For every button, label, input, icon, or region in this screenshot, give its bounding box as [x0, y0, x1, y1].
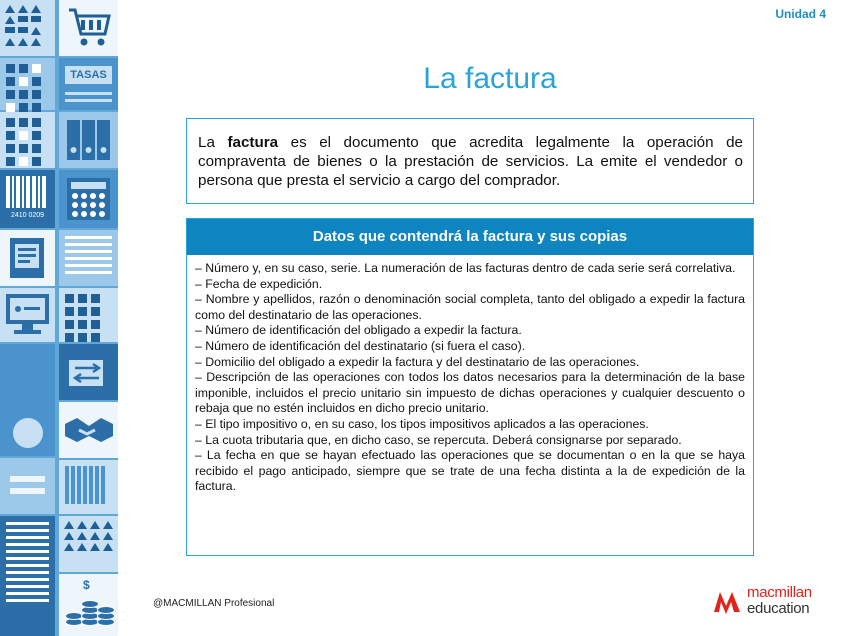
columns-pattern-tile	[59, 460, 118, 514]
dollar-sign: $	[83, 578, 90, 592]
monitor-icon	[0, 288, 55, 342]
document-icon	[0, 230, 55, 286]
coins-icon	[59, 574, 118, 636]
circle-tile	[0, 344, 55, 456]
lines-pattern-tile	[0, 516, 55, 636]
macmillan-logo	[712, 584, 832, 624]
handshake-icon	[59, 402, 118, 458]
barcode-number: 2410 0209	[10, 212, 45, 219]
list-item: – Fecha de expedición.	[195, 276, 323, 291]
logo-wordmark-line1: macmillan	[747, 584, 812, 601]
triangle-pattern-tile	[0, 0, 55, 56]
page-title: La factura	[423, 62, 557, 95]
triangle-square-pattern-tile	[59, 288, 118, 342]
list-item: – Nombre y apellidos, razón o denominación social completa, tanto del obligado a expedir la factura como del destinatario de las operaciones.	[195, 292, 745, 322]
cart-icon	[59, 0, 118, 56]
list-item: – Número de identificación del obligado a expedir la factura.	[195, 323, 522, 338]
definition-box	[186, 118, 754, 204]
numbers-pattern-tile	[59, 230, 118, 286]
barcode-tile	[0, 170, 55, 228]
equals-tile	[0, 458, 55, 514]
transfer-arrows-icon	[59, 344, 118, 400]
invoice-data-list	[187, 255, 753, 495]
tasas-label: TASAS	[65, 66, 112, 84]
invoice-data-box	[186, 218, 754, 556]
arrows-pattern-tile	[59, 516, 118, 572]
definition-text: es el documento que acredita legalmente la operación de compraventa de bienes o la prestación de servicios. La emite el vendedor o persona que presta el servicio a cargo del comprador.	[198, 134, 743, 189]
list-item: – Número de identificación del destinatario (si fuera el caso).	[195, 338, 526, 353]
invoice-data-heading: Datos que contendrá la factura y sus copias	[187, 219, 753, 255]
logo-wordmark-line2: education	[747, 600, 810, 617]
definition-term: factura	[227, 134, 279, 151]
copyright-text: @MACMILLAN Profesional	[153, 598, 275, 609]
arrow-pattern-tile	[0, 112, 55, 168]
definition-lead: La	[198, 134, 228, 151]
unit-label: Unidad 4	[775, 7, 826, 21]
macmillan-logo-icon	[712, 586, 742, 616]
list-item: – Descripción de las operaciones con todos los datos necesarios para la determinación de la base imponible, incluidos el precio unitario sin impuesto de dichas operaciones y cualquier descuento o rebaja que no estén incluidos en dicho precio unitario.	[195, 370, 745, 416]
list-item: – La cuota tributaria que, en dicho caso, se repercuta. Deberá consignarse por separado.	[195, 432, 682, 447]
calculator-icon	[59, 170, 118, 228]
list-item: – La fecha en que se hayan efectuado las operaciones que se documentan o en la que se haya recibido el pago anticipado, siempre que se trate de una fecha distinta a la de expedición de la factura.	[195, 448, 745, 494]
list-item: – Domicilio del obligado a expedir la factura y del destinatario de las operaciones.	[195, 354, 640, 369]
binders-icon	[59, 112, 118, 168]
list-item: – Número y, en su caso, serie. La numeración de las facturas dentro de cada serie será correlativa.	[195, 261, 736, 275]
list-item: – El tipo impositivo o, en su caso, los tipos impositivos aplicados a las operaciones.	[195, 416, 649, 431]
